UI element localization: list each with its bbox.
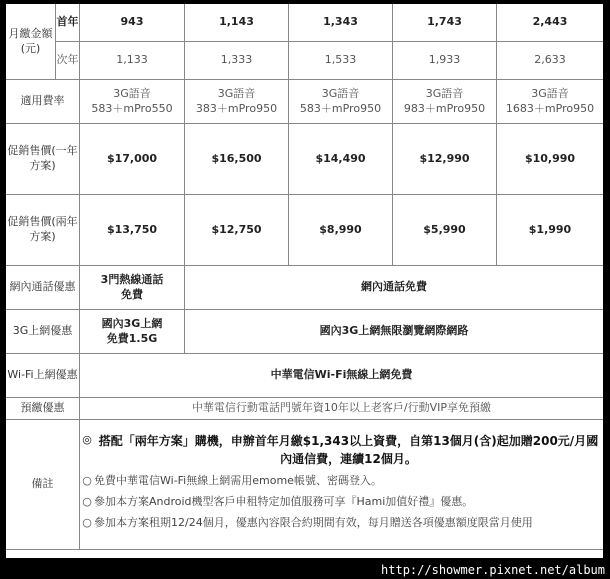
price-2yr: $13,750	[80, 195, 185, 266]
data3g-first-plan	[80, 310, 185, 354]
row-header-monthly: 月繳金額(元)	[6, 4, 56, 80]
data3g-first-line: 免費1.5G	[106, 331, 158, 345]
row-header-3g: 3G上網優惠	[6, 310, 80, 354]
row-header-prepay: 預繳優惠	[6, 398, 80, 420]
first-year-fee: 1,743	[393, 4, 497, 42]
plan-comparison-table	[6, 4, 603, 550]
price-1yr: $14,490	[289, 124, 393, 195]
row-header-wifi: Wi-Fi上網優惠	[6, 354, 80, 398]
table-row	[6, 4, 603, 42]
first-year-fee: 2,443	[497, 4, 604, 42]
table-row	[6, 195, 603, 266]
data3g-first-line: 國內3G上網	[101, 316, 163, 330]
plan-detail: 383＋mPro950	[195, 101, 278, 115]
row-header-price-2yr: 促銷售價(兩年方案)	[6, 195, 80, 266]
note-item	[80, 432, 603, 468]
price-1yr: $17,000	[80, 124, 185, 195]
data3g-other-plans: 國內3G上網無限瀏覽網際網路	[185, 310, 604, 354]
sub-header-first-year: 首年	[56, 4, 80, 42]
wifi-benefit: 中華電信Wi-Fi無線上網免費	[80, 354, 604, 398]
onnet-first-plan	[80, 266, 185, 310]
note-item	[80, 474, 603, 489]
note-item	[80, 516, 603, 531]
next-year-fee: 1,333	[185, 42, 289, 80]
first-year-fee: 943	[80, 4, 185, 42]
note-text: 參加本方案Android機型客戶申租特定加值服務可享『Hami加值好禮』優惠。	[94, 495, 474, 509]
price-1yr: $10,990	[497, 124, 604, 195]
table-row	[6, 354, 603, 398]
table-row	[6, 80, 603, 124]
plan-cell	[393, 80, 497, 124]
note-text: 搭配「兩年方案」購機，申辦首年月繳$1,343以上資費，自第13個月(含)起加贈200元/月國內通信費，連續12個月。	[98, 434, 599, 467]
bullet-icon: ◎	[82, 433, 92, 447]
plan-detail: 583＋mPro550	[91, 101, 173, 115]
onnet-first-line: 3門熱線通話	[100, 272, 164, 286]
note-item	[80, 495, 603, 510]
onnet-other-plans: 網內通話免費	[185, 266, 604, 310]
bullet-icon: ○	[82, 495, 92, 509]
row-header-notes: 備註	[6, 420, 80, 550]
next-year-fee: 1,133	[80, 42, 185, 80]
note-text: 免費中華電信Wi-Fi無線上網需用emome帳號、密碼登入。	[94, 474, 382, 488]
price-1yr: $16,500	[185, 124, 289, 195]
next-year-fee: 2,633	[497, 42, 604, 80]
onnet-first-line: 免費	[121, 287, 143, 301]
first-year-fee: 1,143	[185, 4, 289, 42]
plan-cell	[80, 80, 185, 124]
table-row	[6, 266, 603, 310]
table-row	[6, 124, 603, 195]
bullet-icon: ○	[82, 474, 92, 488]
plan-name: 3G語音	[531, 86, 569, 100]
row-header-onnet: 網內通話優惠	[6, 266, 80, 310]
row-header-plan: 適用費率	[6, 80, 80, 124]
plan-detail: 583＋mPro950	[299, 101, 382, 115]
row-header-price-1yr: 促銷售價(一年方案)	[6, 124, 80, 195]
first-year-fee: 1,343	[289, 4, 393, 42]
price-2yr: $8,990	[289, 195, 393, 266]
price-1yr: $12,990	[393, 124, 497, 195]
album-watermark: http://showmer.pixnet.net/album	[381, 563, 605, 577]
table-row	[6, 42, 603, 80]
bullet-icon: ○	[82, 515, 92, 529]
prepay-benefit: 中華電信行動電話門號年資10年以上老客戶/行動VIP享免預繳	[80, 398, 604, 420]
sub-header-next-year: 次年	[56, 42, 80, 80]
plan-name: 3G語音	[425, 86, 464, 100]
plan-cell	[289, 80, 393, 124]
next-year-fee: 1,533	[289, 42, 393, 80]
next-year-fee: 1,933	[393, 42, 497, 80]
plan-cell	[185, 80, 289, 124]
plan-cell	[497, 80, 604, 124]
table-row	[6, 310, 603, 354]
notes-cell	[80, 420, 604, 550]
price-2yr: $1,990	[497, 195, 604, 266]
plan-detail: 1683＋mPro950	[505, 101, 595, 115]
price-2yr: $5,990	[393, 195, 497, 266]
note-text: 參加本方案租期12/24個月，優惠內容限合約期間有效，每月贈送各項優惠額度限當月使用	[94, 515, 533, 529]
plan-name: 3G語音	[321, 86, 360, 100]
table-row	[6, 420, 603, 550]
price-2yr: $12,750	[185, 195, 289, 266]
table-row	[6, 398, 603, 420]
plan-name: 3G語音	[217, 86, 256, 100]
plan-name: 3G語音	[113, 86, 151, 100]
plan-table-frame	[6, 4, 603, 558]
plan-detail: 983＋mPro950	[403, 101, 486, 115]
